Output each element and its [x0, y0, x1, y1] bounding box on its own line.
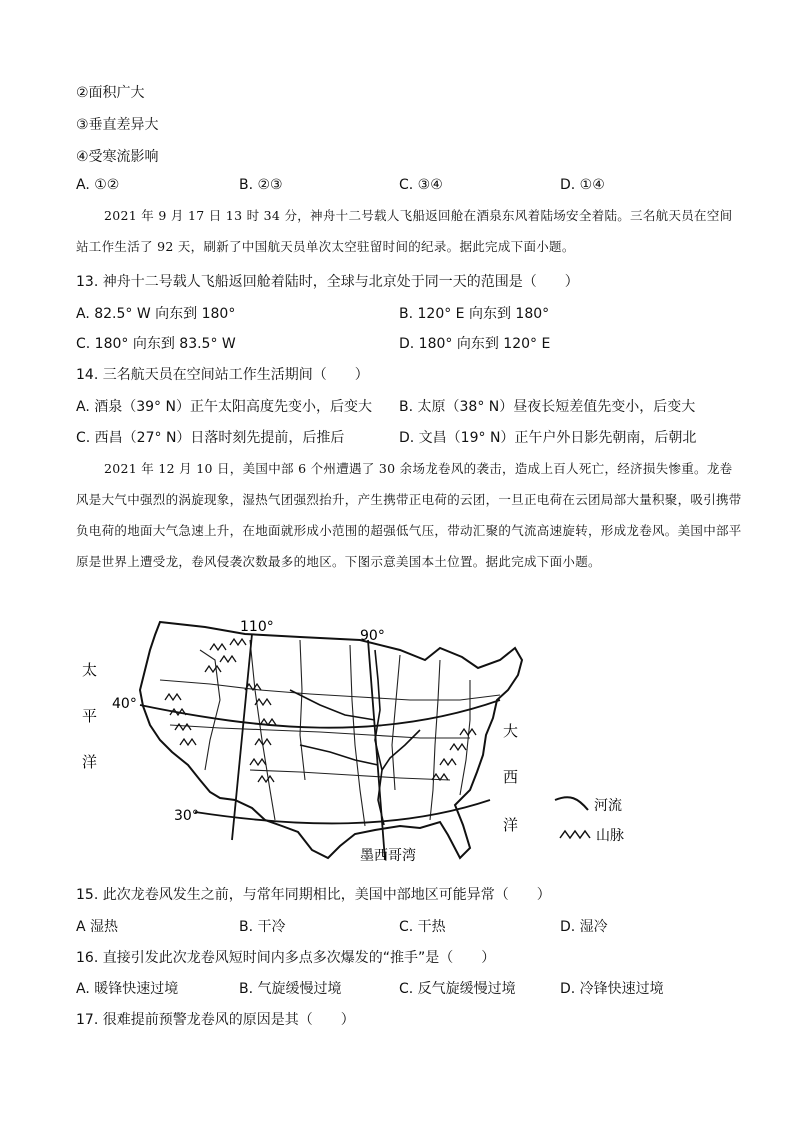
lon-110-label: 110°	[240, 619, 274, 635]
passage-shenzhou-text: 2021 年 9 月 17 日 13 时 34 分，神舟十二号载人飞船返回舱在酒泉东风着陆场安全着陆。三名航天员在空间站工作生活了 92 天，刷新了中国航天员单次太空驻留时间的纪录。据此完成下面小题。	[76, 208, 733, 254]
q13-option-d: D. 180° 向东到 120° E	[399, 336, 551, 352]
passage-tornado-text: 2021 年 12 月 10 日，美国中部 6 个州遭遇了 30 余场龙卷风的袭击，造成上百人死亡，经济损失惨重。龙卷风是大气中强烈的涡旋现象，湿热气团强烈抬升，产生携带正电荷的云团，一旦正电荷在云团局部大量积聚，吸引携带负电荷的地面大气急速上升，在地面就形成小范围的超强低气压，带动汇聚的气流高速旋转，形成龙卷风。美国中部平原是世界上遭受龙，卷风侵袭次数最多的地区。下图示意美国本土位置。据此完成下面小题。	[76, 461, 742, 569]
legend-mountain-icon	[560, 831, 590, 838]
lat-40-label: 40°	[112, 696, 137, 712]
prev-option-a: A. ①②	[76, 177, 120, 193]
mountain-symbols	[165, 639, 476, 782]
q14-option-b: B. 太原（38° N）昼夜长短差值先变小，后变大	[399, 399, 696, 415]
atlantic-2: 西	[503, 768, 519, 786]
pacific-2: 平	[82, 707, 98, 725]
q13-option-b: B. 120° E 向东到 180°	[399, 306, 550, 322]
lon-90-label: 90°	[360, 628, 385, 644]
q15-stem: 15. 此次龙卷风发生之前，与常年同期相比，美国中部地区可能异常（ ）	[76, 887, 551, 903]
q13-stem: 13. 神舟十二号载人飞船返回舱着陆时，全球与北京处于同一天的范围是（ ）	[76, 274, 579, 290]
q16-option-b: B. 气旋缓慢过境	[239, 981, 342, 997]
legend-river-label: 河流	[594, 798, 622, 814]
q16-option-a: A. 暖锋快速过境	[76, 981, 179, 997]
pacific-3: 洋	[82, 753, 98, 771]
q14-option-a: A. 酒泉（39° N）正午太阳高度先变小，后变大	[76, 399, 372, 415]
prev-option-b: B. ②③	[239, 177, 283, 193]
lat-30-label: 30°	[174, 808, 199, 824]
pacific-1: 太	[82, 661, 98, 679]
legend-mountain-label: 山脉	[596, 828, 624, 844]
lat-30-line	[195, 800, 490, 823]
q15-option-c: C. 干热	[399, 919, 446, 935]
q15-option-a: A 湿热	[76, 919, 119, 935]
q17-stem: 17. 很难提前预警龙卷风的原因是其（ ）	[76, 1012, 355, 1028]
q16-stem: 16. 直接引发此次龙卷风短时间内多点多次爆发的“推手”是（ ）	[76, 950, 496, 966]
legend-river-icon	[555, 797, 588, 810]
prev-item-4: ④受寒流影响	[76, 149, 159, 165]
q16-option-c: C. 反气旋缓慢过境	[399, 981, 516, 997]
q16-option-d: D. 冷锋快速过境	[560, 981, 664, 997]
prev-option-d: D. ①④	[560, 177, 605, 193]
lon-110-line	[232, 634, 252, 840]
atlantic-1: 大	[503, 722, 519, 740]
q15-option-d: D. 湿冷	[560, 919, 608, 935]
q14-option-d: D. 文昌（19° N）正午户外日影先朝南，后朝北	[399, 430, 697, 446]
q13-option-a: A. 82.5° W 向东到 180°	[76, 306, 236, 322]
q13-option-c: C. 180° 向东到 83.5° W	[76, 336, 236, 352]
prev-item-3: ③垂直差异大	[76, 117, 159, 133]
prev-item-2: ②面积广大	[76, 85, 145, 101]
q15-option-b: B. 干冷	[239, 919, 286, 935]
q14-option-c: C. 西昌（27° N）日落时刻先提前，后推后	[76, 430, 345, 446]
q14-stem: 14. 三名航天员在空间站工作生活期间（ ）	[76, 367, 369, 383]
prev-option-c: C. ③④	[399, 177, 443, 193]
atlantic-3: 洋	[503, 816, 519, 834]
gulf-label: 墨西哥湾	[360, 848, 416, 864]
